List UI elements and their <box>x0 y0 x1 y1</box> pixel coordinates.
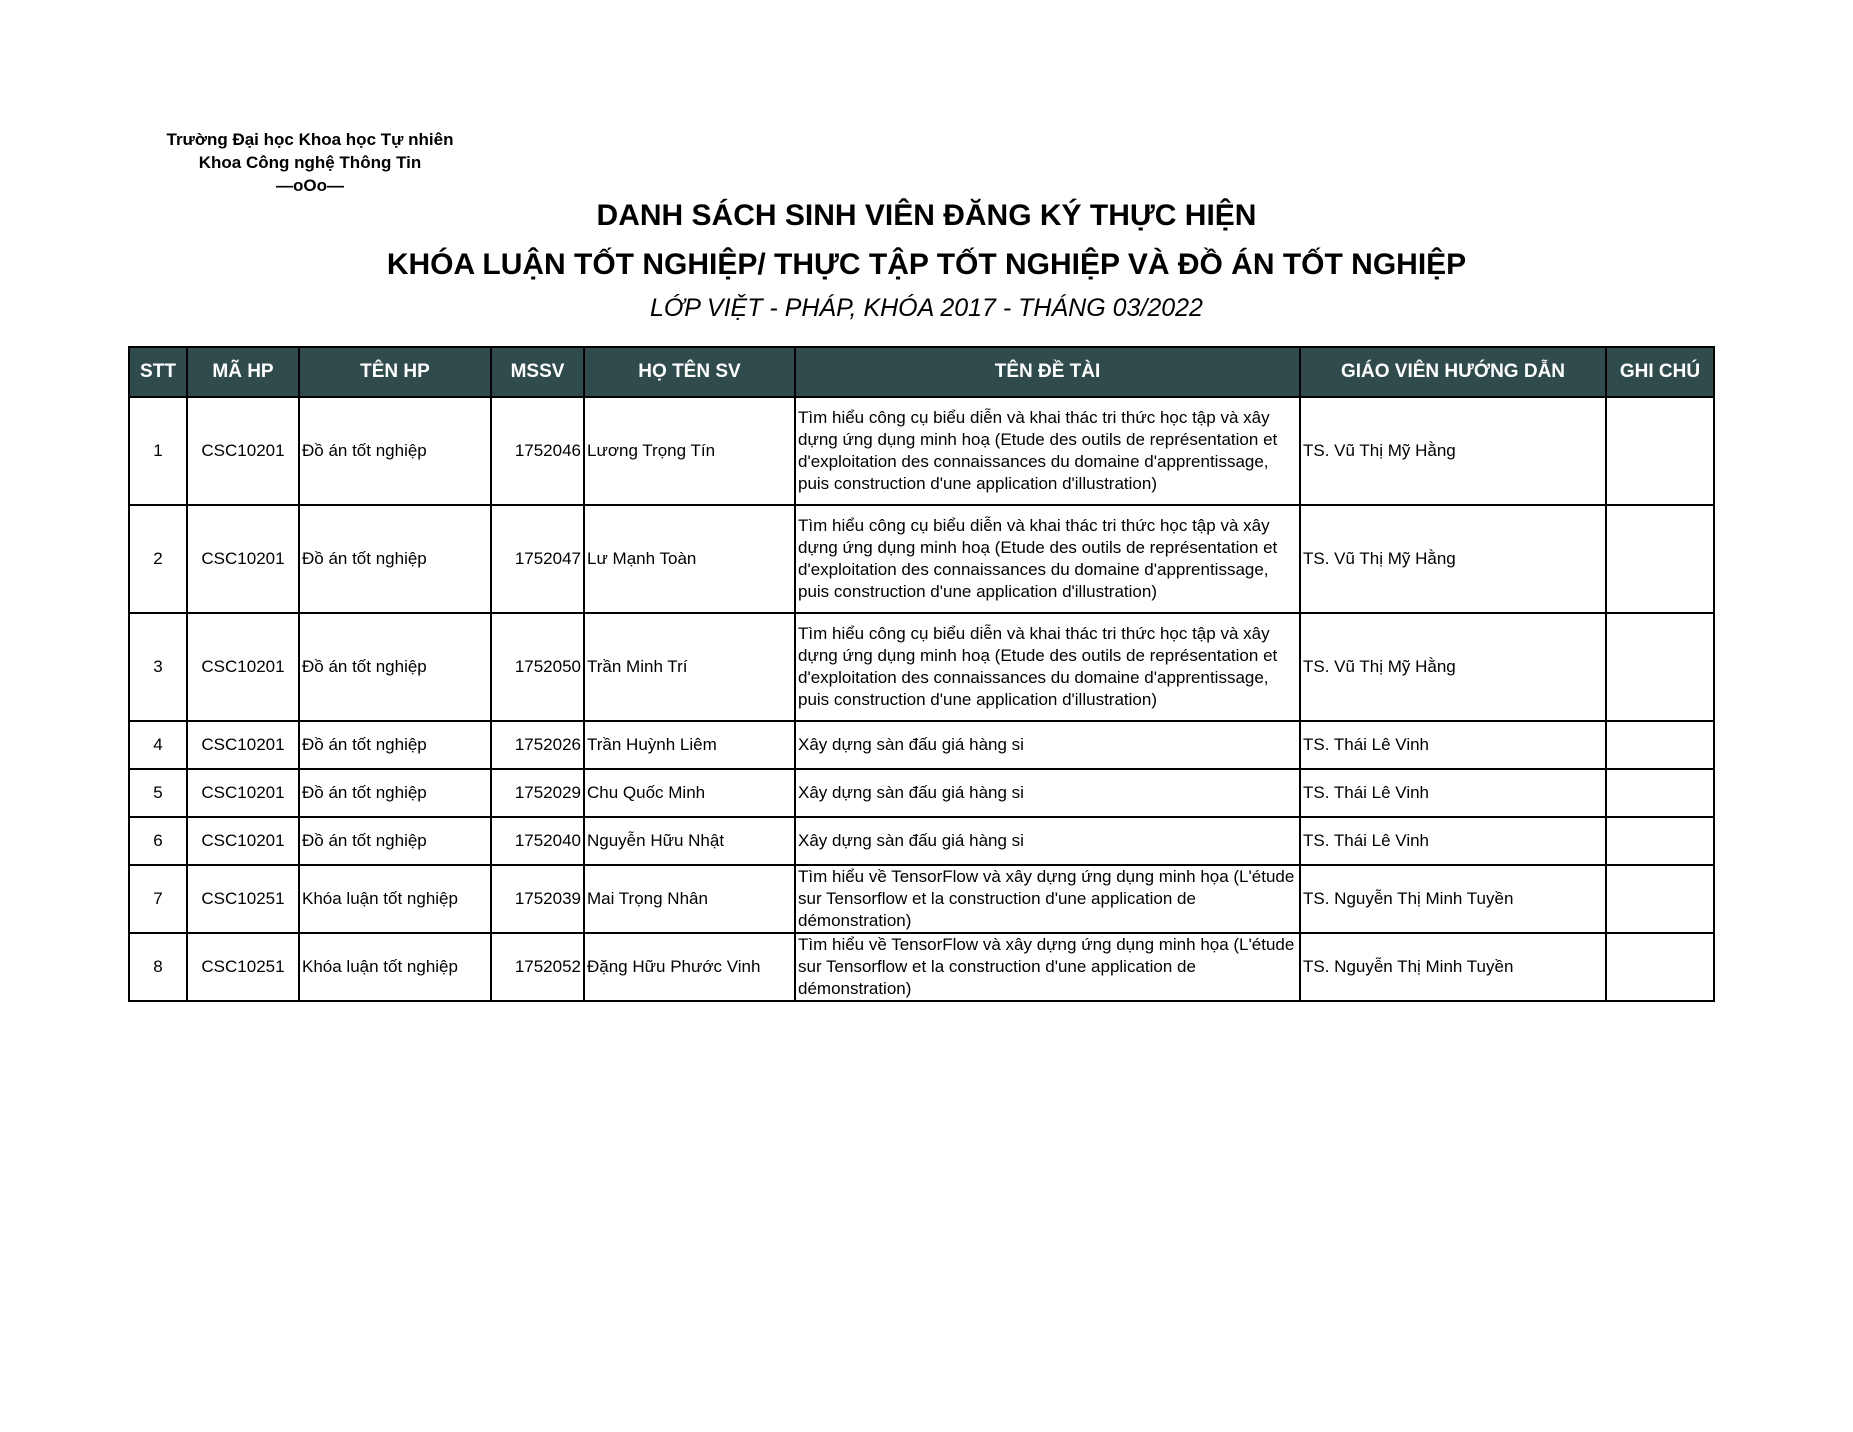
cell-stt: 7 <box>129 865 187 933</box>
cell-ho-ten-sv: Trần Minh Trí <box>584 613 795 721</box>
cell-ten-hp: Đồ án tốt nghiệp <box>299 397 491 505</box>
cell-mssv: 1752052 <box>491 933 584 1001</box>
cell-ho-ten-sv: Trần Huỳnh Liêm <box>584 721 795 769</box>
cell-mssv: 1752040 <box>491 817 584 865</box>
cell-stt: 4 <box>129 721 187 769</box>
table-row <box>129 721 1714 769</box>
cell-ma-hp: CSC10251 <box>187 933 299 1001</box>
col-header-ten-de-tai: TÊN ĐỀ TÀI <box>795 347 1300 397</box>
cell-ten-de-tai: Tìm hiểu về TensorFlow và xây dựng ứng dụng minh họa (L'étude sur Tensorflow et la construction d'une application de démonstration) <box>795 933 1300 1001</box>
cell-mssv: 1752029 <box>491 769 584 817</box>
cell-ten-de-tai: Tìm hiểu công cụ biểu diễn và khai thác tri thức học tập và xây dựng ứng dụng minh hoạ (Etude des outils de représentation et d'exploitation des connaissances du domaine d'apprentissage, puis construction d'une application d'illustration) <box>795 613 1300 721</box>
cell-mssv: 1752050 <box>491 613 584 721</box>
cell-ghi-chu <box>1606 505 1714 613</box>
cell-ghi-chu <box>1606 865 1714 933</box>
cell-stt: 1 <box>129 397 187 505</box>
cell-stt: 8 <box>129 933 187 1001</box>
cell-ho-ten-sv: Chu Quốc Minh <box>584 769 795 817</box>
table-row <box>129 933 1714 1001</box>
cell-stt: 5 <box>129 769 187 817</box>
cell-ten-hp: Khóa luận tốt nghiệp <box>299 933 491 1001</box>
cell-ho-ten-sv: Đặng Hữu Phước Vinh <box>584 933 795 1001</box>
cell-ten-de-tai: Xây dựng sàn đấu giá hàng si <box>795 721 1300 769</box>
cell-giao-vien: TS. Thái Lê Vinh <box>1300 721 1606 769</box>
cell-ho-ten-sv: Lư Mạnh Toàn <box>584 505 795 613</box>
cell-giao-vien: TS. Thái Lê Vinh <box>1300 769 1606 817</box>
col-header-ghi-chu: GHI CHÚ <box>1606 347 1714 397</box>
table-row <box>129 397 1714 505</box>
cell-ghi-chu <box>1606 613 1714 721</box>
institution-header <box>140 128 480 197</box>
cell-ma-hp: CSC10201 <box>187 613 299 721</box>
cell-giao-vien: TS. Vũ Thị Mỹ Hằng <box>1300 613 1606 721</box>
cell-ten-hp: Đồ án tốt nghiệp <box>299 769 491 817</box>
cell-ten-hp: Đồ án tốt nghiệp <box>299 817 491 865</box>
cell-ghi-chu <box>1606 933 1714 1001</box>
cell-mssv: 1752046 <box>491 397 584 505</box>
cell-ma-hp: CSC10251 <box>187 865 299 933</box>
table-row <box>129 769 1714 817</box>
table-row <box>129 817 1714 865</box>
cell-ten-de-tai: Tìm hiểu công cụ biểu diễn và khai thác tri thức học tập và xây dựng ứng dụng minh hoạ (Etude des outils de représentation et d'exploitation des connaissances du domaine d'apprentissage, puis construction d'une application d'illustration) <box>795 505 1300 613</box>
cell-ma-hp: CSC10201 <box>187 397 299 505</box>
cell-giao-vien: TS. Thái Lê Vinh <box>1300 817 1606 865</box>
col-header-mssv: MSSV <box>491 347 584 397</box>
table-header-row <box>129 347 1714 397</box>
cell-giao-vien: TS. Nguyễn Thị Minh Tuyền <box>1300 865 1606 933</box>
cell-ghi-chu <box>1606 817 1714 865</box>
col-header-ma-hp: MÃ HP <box>187 347 299 397</box>
cell-ten-hp: Đồ án tốt nghiệp <box>299 505 491 613</box>
cell-ma-hp: CSC10201 <box>187 817 299 865</box>
cell-ho-ten-sv: Mai Trọng Nhân <box>584 865 795 933</box>
university-name: Trường Đại học Khoa học Tự nhiên <box>166 130 454 149</box>
faculty-name: Khoa Công nghệ Thông Tin <box>198 153 422 172</box>
cell-ten-de-tai: Xây dựng sàn đấu giá hàng si <box>795 769 1300 817</box>
table-row <box>129 505 1714 613</box>
col-header-ten-hp: TÊN HP <box>299 347 491 397</box>
cell-ten-de-tai: Xây dựng sàn đấu giá hàng si <box>795 817 1300 865</box>
cell-ma-hp: CSC10201 <box>187 505 299 613</box>
col-header-giao-vien-huong-dan: GIÁO VIÊN HƯỚNG DẪN <box>1300 347 1606 397</box>
header-ornament: —oOo— <box>276 176 344 195</box>
student-registration-table <box>128 346 1715 1002</box>
cell-giao-vien: TS. Vũ Thị Mỹ Hằng <box>1300 505 1606 613</box>
cell-ghi-chu <box>1606 721 1714 769</box>
cell-ghi-chu <box>1606 397 1714 505</box>
cell-ma-hp: CSC10201 <box>187 721 299 769</box>
document-title-line-1: DANH SÁCH SINH VIÊN ĐĂNG KÝ THỰC HIỆN <box>596 199 1257 232</box>
cell-ten-de-tai: Tìm hiểu về TensorFlow và xây dựng ứng dụng minh họa (L'étude sur Tensorflow et la construction d'une application de démonstration) <box>795 865 1300 933</box>
cell-ghi-chu <box>1606 769 1714 817</box>
cell-giao-vien: TS. Vũ Thị Mỹ Hằng <box>1300 397 1606 505</box>
col-header-ho-ten-sv: HỌ TÊN SV <box>584 347 795 397</box>
cell-mssv: 1752026 <box>491 721 584 769</box>
table-row <box>129 613 1714 721</box>
cell-ten-hp: Đồ án tốt nghiệp <box>299 613 491 721</box>
cell-ma-hp: CSC10201 <box>187 769 299 817</box>
cell-mssv: 1752047 <box>491 505 584 613</box>
cell-ho-ten-sv: Nguyễn Hữu Nhật <box>584 817 795 865</box>
table-row <box>129 865 1714 933</box>
col-header-stt: STT <box>129 347 187 397</box>
document-subtitle: LỚP VIỆT - PHÁP, KHÓA 2017 - THÁNG 03/2022 <box>650 294 1203 322</box>
cell-giao-vien: TS. Nguyễn Thị Minh Tuyền <box>1300 933 1606 1001</box>
cell-mssv: 1752039 <box>491 865 584 933</box>
cell-ten-hp: Khóa luận tốt nghiệp <box>299 865 491 933</box>
cell-stt: 2 <box>129 505 187 613</box>
document-title-line-2: KHÓA LUẬN TỐT NGHIỆP/ THỰC TẬP TỐT NGHIỆP VÀ ĐỒ ÁN TỐT NGHIỆP <box>386 248 1467 281</box>
cell-ten-de-tai: Tìm hiểu công cụ biểu diễn và khai thác tri thức học tập và xây dựng ứng dụng minh hoạ (Etude des outils de représentation et d'exploitation des connaissances du domaine d'apprentissage, puis construction d'une application d'illustration) <box>795 397 1300 505</box>
cell-ten-hp: Đồ án tốt nghiệp <box>299 721 491 769</box>
cell-stt: 6 <box>129 817 187 865</box>
cell-ho-ten-sv: Lương Trọng Tín <box>584 397 795 505</box>
cell-stt: 3 <box>129 613 187 721</box>
